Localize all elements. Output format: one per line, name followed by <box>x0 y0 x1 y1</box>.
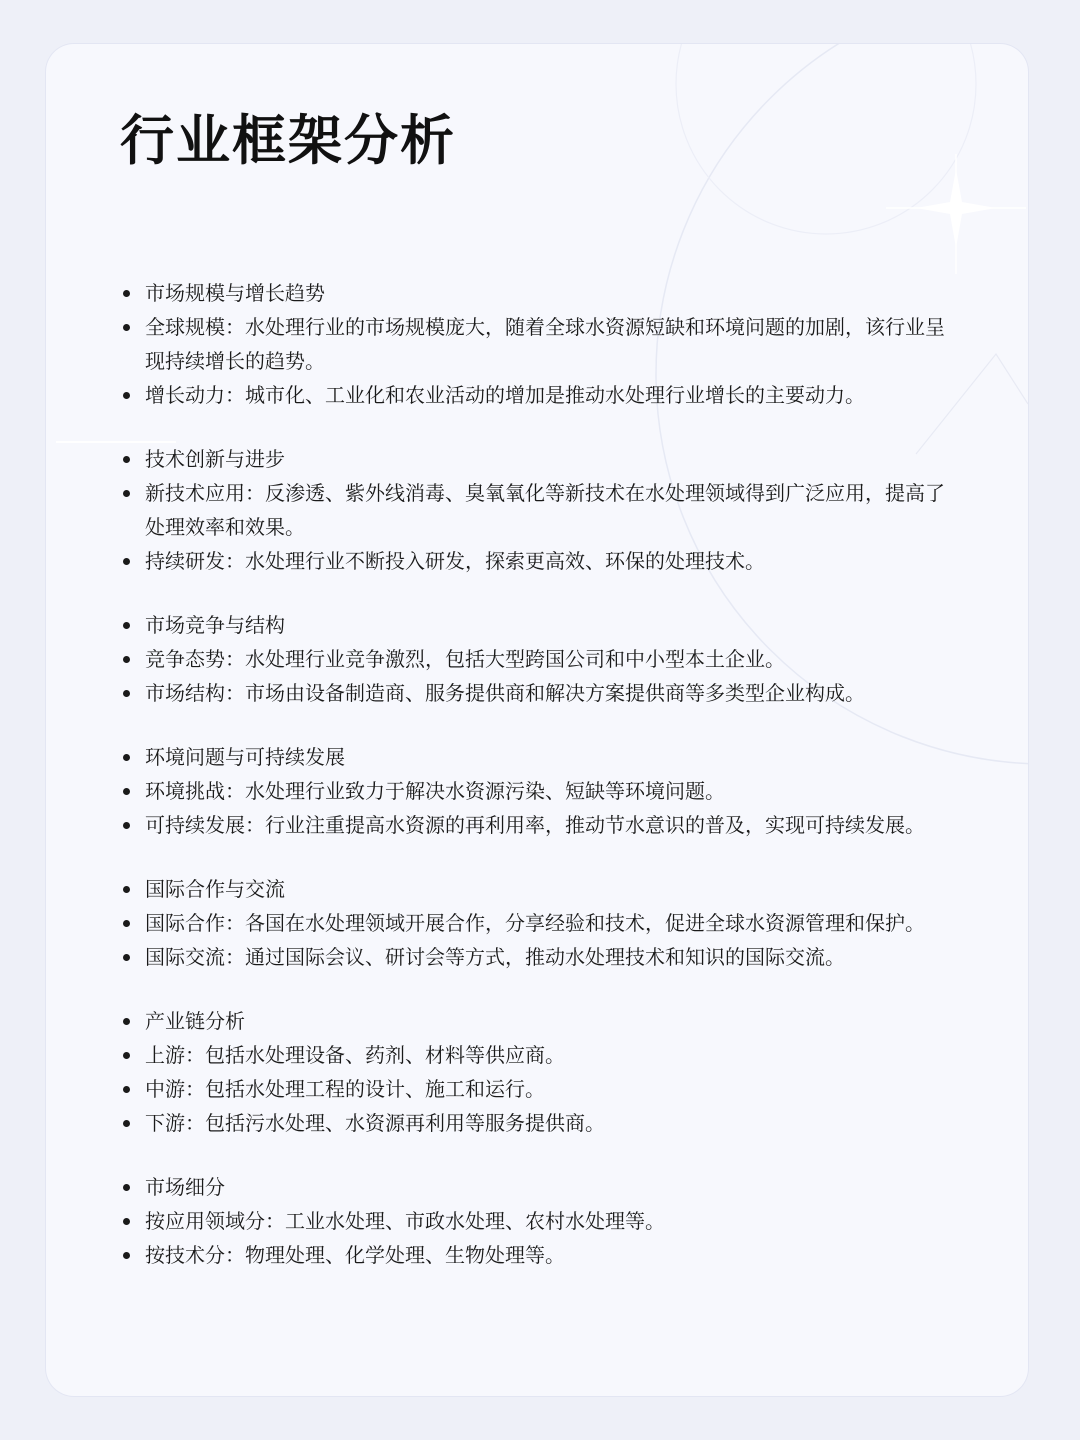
bullet-list <box>120 740 960 842</box>
list-item-heading: 环境问题与可持续发展 <box>120 740 960 774</box>
framework-content <box>120 276 960 1302</box>
list-item: 环境挑战：水处理行业致力于解决水资源污染、短缺等环境问题。 <box>120 774 960 808</box>
list-item: 可持续发展：行业注重提高水资源的再利用率，推动节水意识的普及，实现可持续发展。 <box>120 808 960 842</box>
section-technology <box>120 442 960 578</box>
bullet-list <box>120 1170 960 1272</box>
list-item-heading: 技术创新与进步 <box>120 442 960 476</box>
bullet-list <box>120 872 960 974</box>
content-card <box>46 44 1028 1396</box>
list-item: 竞争态势：水处理行业竞争激烈，包括大型跨国公司和中小型本土企业。 <box>120 642 960 676</box>
list-item: 新技术应用：反渗透、紫外线消毒、臭氧氧化等新技术在水处理领域得到广泛应用，提高了处理效率和效果。 <box>120 476 960 544</box>
list-item: 国际交流：通过国际会议、研讨会等方式，推动水处理技术和知识的国际交流。 <box>120 940 960 974</box>
list-item: 按技术分：物理处理、化学处理、生物处理等。 <box>120 1238 960 1272</box>
list-item: 市场结构：市场由设备制造商、服务提供商和解决方案提供商等多类型企业构成。 <box>120 676 960 710</box>
list-item: 中游：包括水处理工程的设计、施工和运行。 <box>120 1072 960 1106</box>
list-item-heading: 市场细分 <box>120 1170 960 1204</box>
list-item: 按应用领域分：工业水处理、市政水处理、农村水处理等。 <box>120 1204 960 1238</box>
list-item: 上游：包括水处理设备、药剂、材料等供应商。 <box>120 1038 960 1072</box>
list-item-heading: 国际合作与交流 <box>120 872 960 906</box>
section-market-size <box>120 276 960 412</box>
bullet-list <box>120 276 960 412</box>
section-environment <box>120 740 960 842</box>
sparkle-icon <box>886 154 1026 274</box>
page-title: 行业框架分析 <box>120 109 456 172</box>
list-item: 全球规模：水处理行业的市场规模庞大，随着全球水资源短缺和环境问题的加剧，该行业呈现持续增长的趋势。 <box>120 310 960 378</box>
list-item: 持续研发：水处理行业不断投入研发，探索更高效、环保的处理技术。 <box>120 544 960 578</box>
bullet-list <box>120 1004 960 1140</box>
bullet-list <box>120 608 960 710</box>
list-item: 下游：包括污水处理、水资源再利用等服务提供商。 <box>120 1106 960 1140</box>
section-competition <box>120 608 960 710</box>
section-international <box>120 872 960 974</box>
list-item-heading: 市场规模与增长趋势 <box>120 276 960 310</box>
section-segmentation <box>120 1170 960 1272</box>
list-item: 国际合作：各国在水处理领域开展合作，分享经验和技术，促进全球水资源管理和保护。 <box>120 906 960 940</box>
section-industry-chain <box>120 1004 960 1140</box>
bullet-list <box>120 442 960 578</box>
list-item-heading: 市场竞争与结构 <box>120 608 960 642</box>
list-item: 增长动力：城市化、工业化和农业活动的增加是推动水处理行业增长的主要动力。 <box>120 378 960 412</box>
list-item-heading: 产业链分析 <box>120 1004 960 1038</box>
